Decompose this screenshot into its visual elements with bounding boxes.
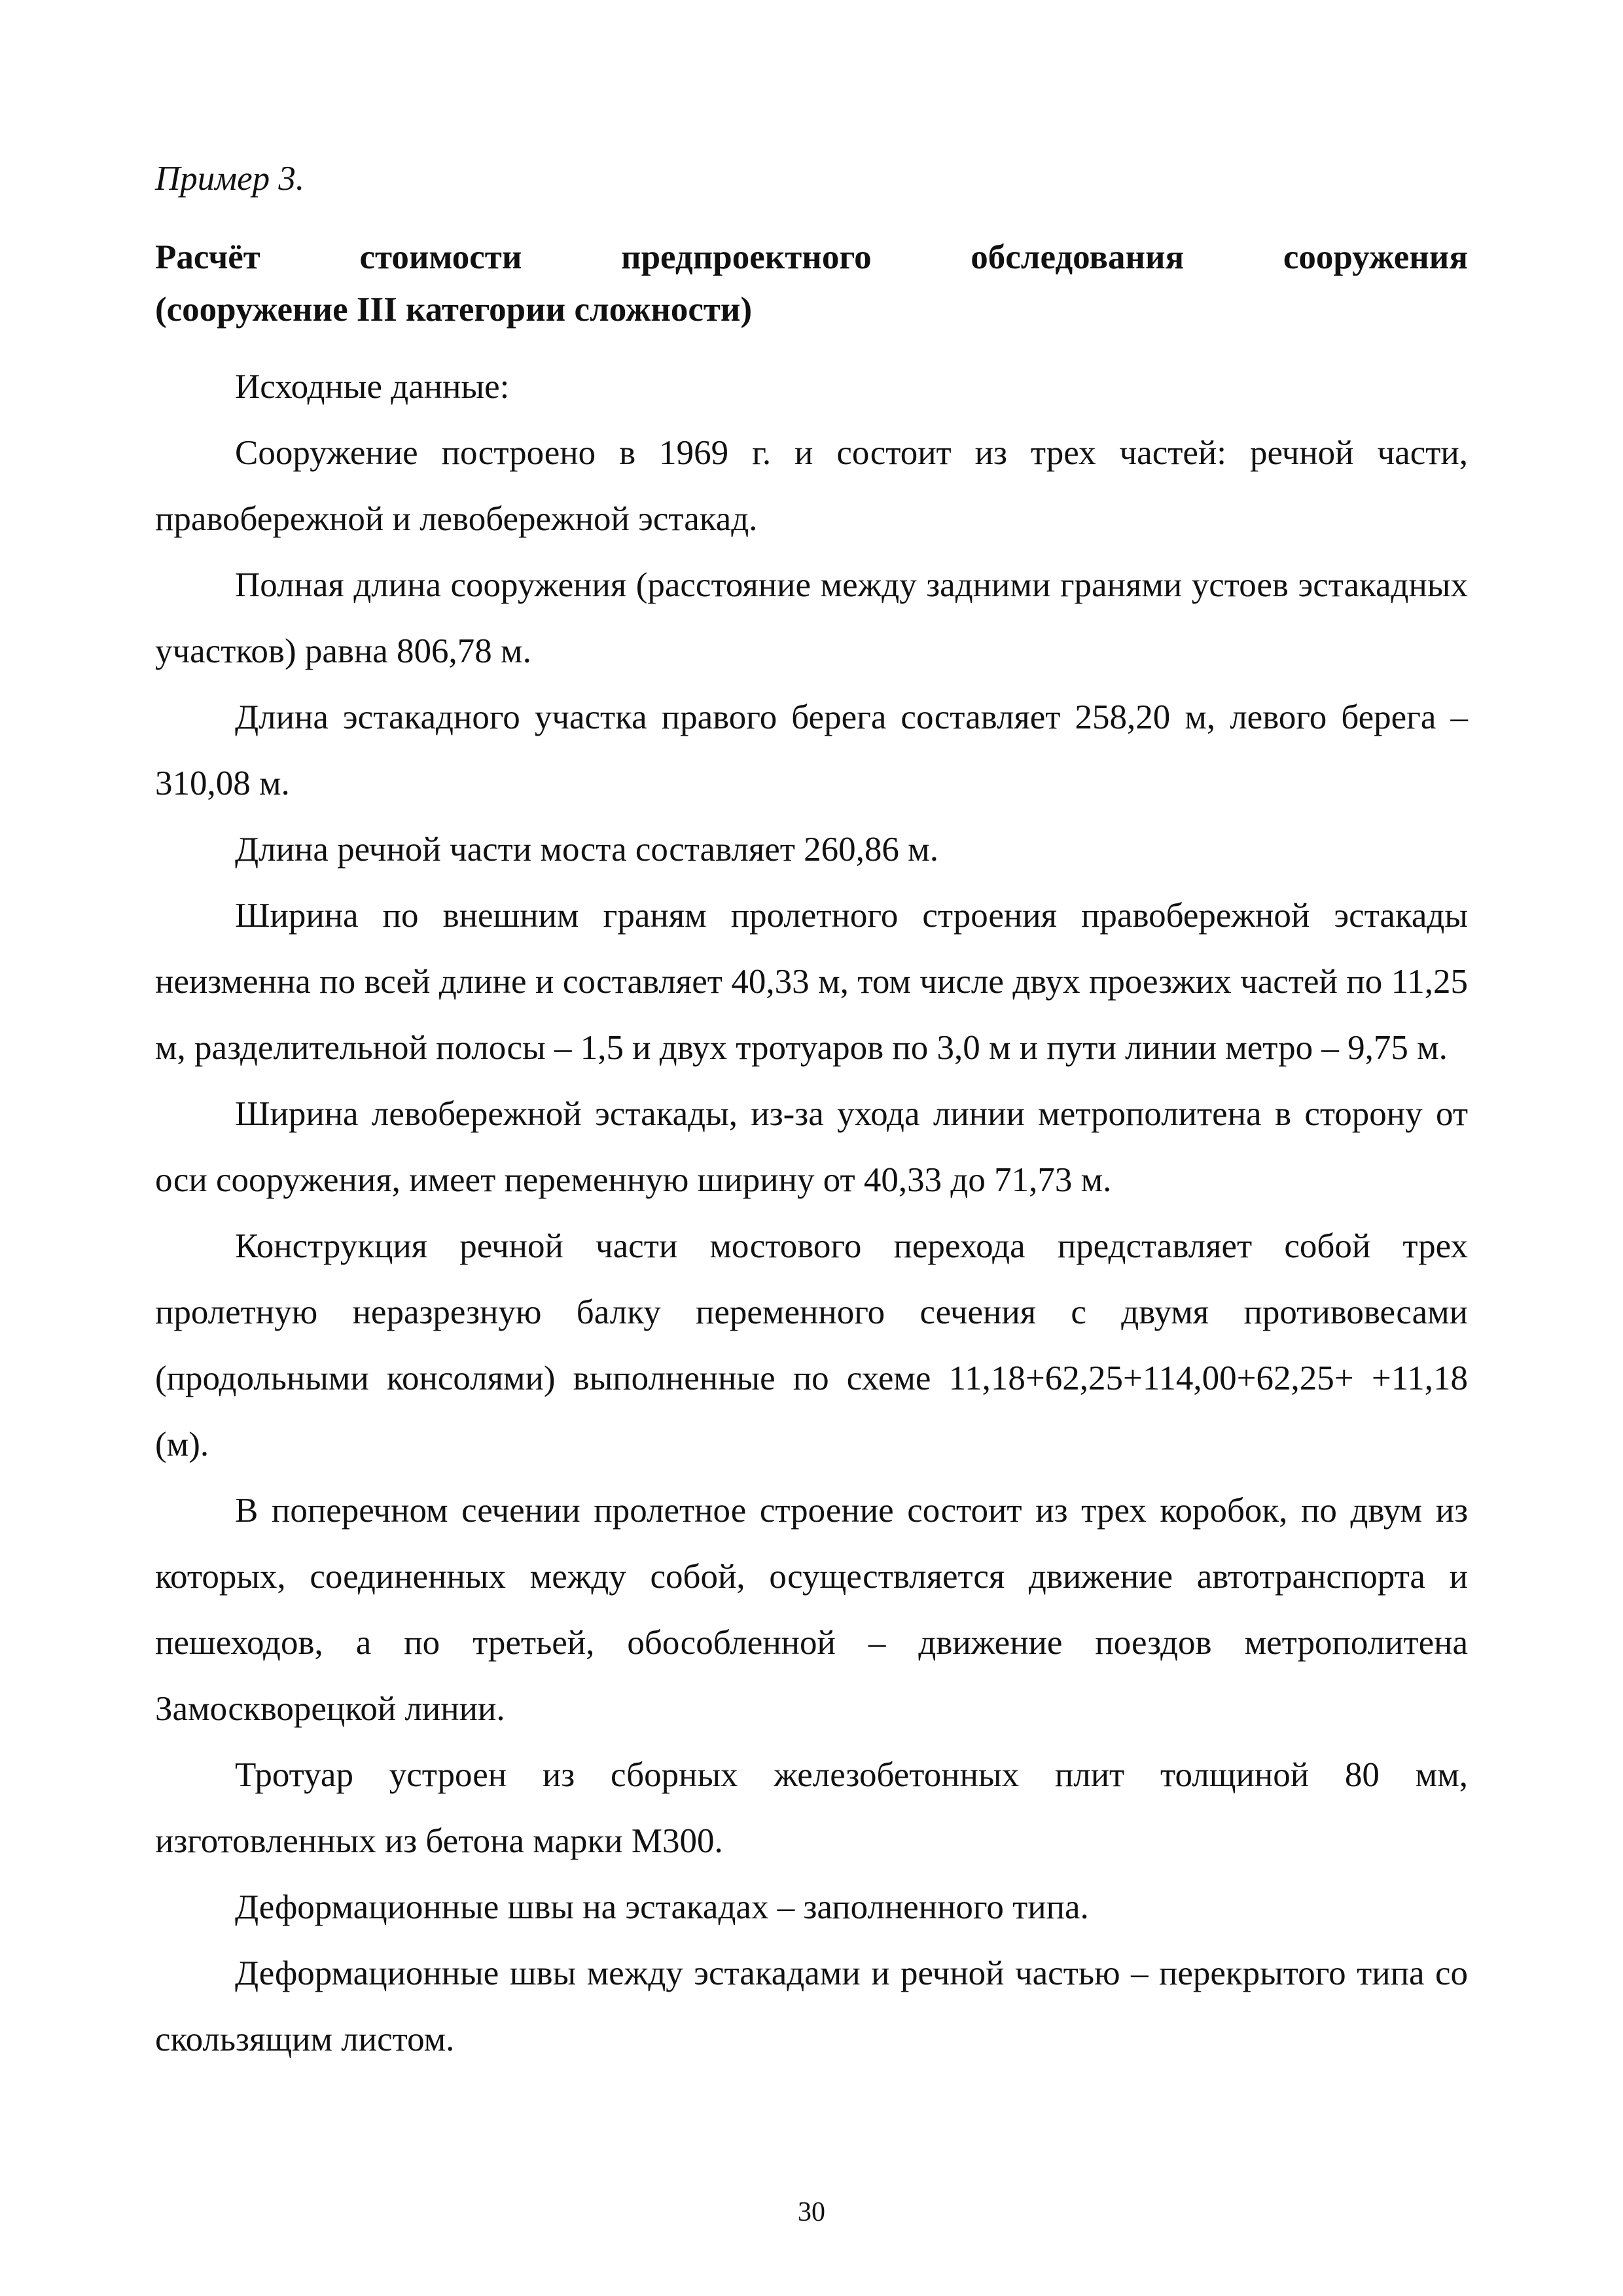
heading-line-1: Расчёт стоимости предпроектного обследования сооружения [155, 238, 1468, 276]
heading-line-2: (сооружение III категории сложности) [155, 291, 753, 329]
paragraph-total-length: Полная длина сооружения (расстояние между задними гранями устоев эстакадных участков) равна 806,78 м. [155, 566, 1468, 670]
paragraph-right-trestle-width: Ширина по внешним граням пролетного строения правобережной эстакады неизменна по всей длине и составляет 40,33 м, том числе двух проезжих частей по 11,25 м, разделительной полосы – 1,5 и двух тротуаров по 3,0 м и пути линии метро – 9,75 м. [155, 897, 1468, 1067]
page-number: 30 [798, 2197, 825, 2227]
paragraph-river-construction: Конструкция речной части мостового перехода представляет собой трех пролетную неразрезную балку переменного сечения с двумя противовесами (продольными консолями) выполненные по схеме 11,18+62,25+114,00+62,25+ +11,18 (м). [155, 1227, 1468, 1463]
paragraph-construction-year: Сооружение построено в 1969 г. и состоит из трех частей: речной части, правобережной и левобережной эстакад. [155, 434, 1468, 538]
paragraph-trestle-length: Длина эстакадного участка правого берега составляет 258,20 м, левого берега – 310,08 м. [155, 698, 1468, 802]
paragraph-river-part-length: Длина речной части моста составляет 260,86 м. [235, 831, 938, 869]
example-label: Пример 3. [155, 160, 305, 198]
section-heading [155, 231, 1468, 336]
paragraph-source-data: Исходные данные: [235, 368, 510, 406]
paragraph-trestle-joints: Деформационные швы на эстакадах – заполненного типа. [235, 1888, 1089, 1926]
paragraph-sidewalk: Тротуар устроен из сборных железобетонных плит толщиной 80 мм, изготовленных из бетона марки М300. [155, 1756, 1468, 1860]
paragraph-joints-between: Деформационные швы между эстакадами и речной частью – перекрытого типа со скользящим листом. [155, 1954, 1468, 2058]
paragraph-cross-section: В поперечном сечении пролетное строение состоит из трех коробок, по двум из которых, соединенных между собой, осуществляется движение автотранспорта и пешеходов, а по третьей, обособленной – движение поездов метрополитена Замоскворецкой линии. [155, 1492, 1468, 1728]
paragraph-left-trestle-width: Ширина левобережной эстакады, из-за ухода линии метрополитена в сторону от оси сооружения, имеет переменную ширину от 40,33 до 71,73 м. [155, 1095, 1468, 1199]
page-content [155, 147, 1468, 2073]
